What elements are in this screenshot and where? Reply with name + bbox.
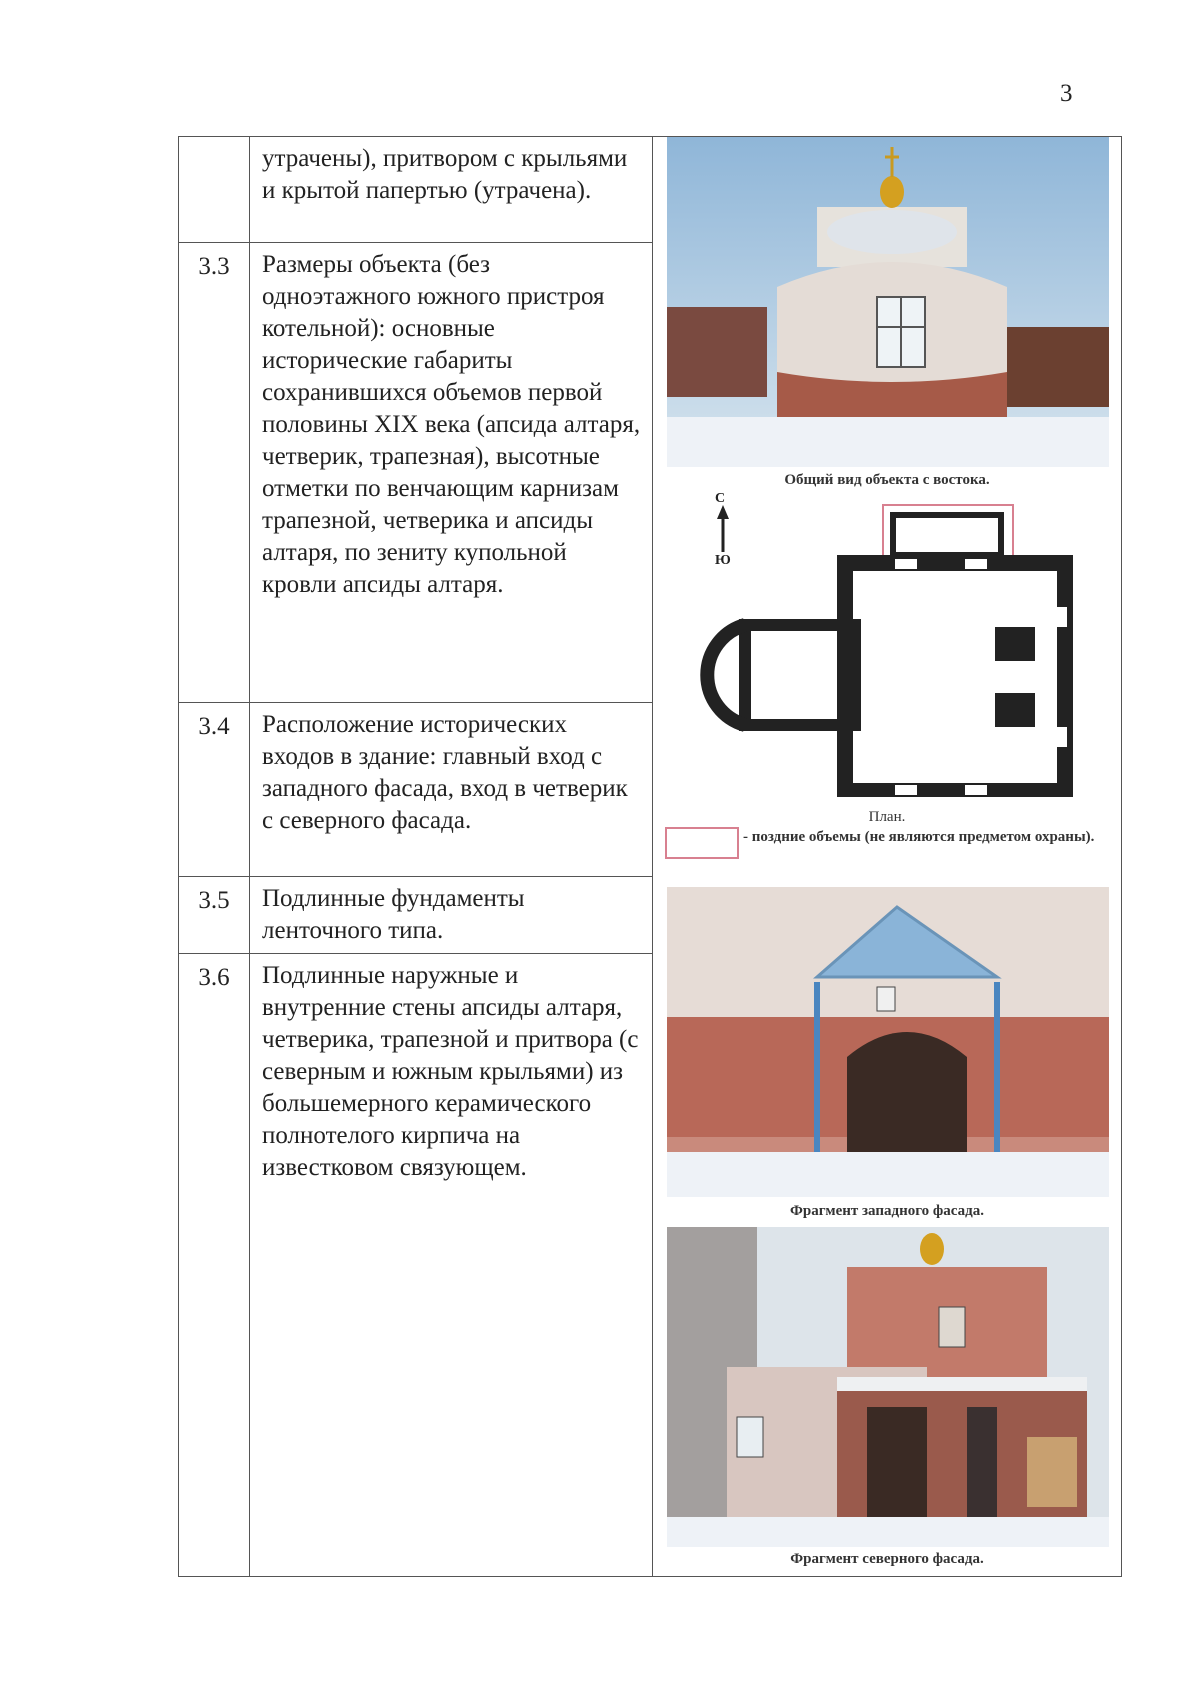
- west-facade-caption: Фрагмент западного фасада.: [790, 1203, 984, 1219]
- east-view-caption: Общий вид объекта с востока.: [784, 472, 990, 488]
- row-number: 3.5: [179, 877, 250, 954]
- north-facade-photo: [667, 1227, 1109, 1547]
- legend-text: - поздние объемы (не являются предметом охраны).: [743, 829, 1095, 845]
- row-text: Подлинные фундаменты ленточного типа.: [250, 877, 653, 954]
- row-number: 3.4: [179, 703, 250, 877]
- compass-arrow-icon: [717, 505, 729, 552]
- floor-plan: [665, 491, 1111, 797]
- west-facade-photo: [667, 887, 1109, 1197]
- plan-caption: План.: [868, 809, 906, 825]
- table-row: [179, 137, 1122, 243]
- protection-subject-table: [178, 136, 1122, 1577]
- row-text: Подлинные наружные и внутренние стены апсиды алтаря, четверика, трапезной и притвора (с северным и южным крыльями) из большемерного керамического полнотелого кирпича на известковом связующем.: [250, 954, 653, 1577]
- illustrations-cell: [653, 137, 1122, 1577]
- legend-swatch: [665, 827, 739, 859]
- north-facade-caption: Фрагмент северного фасада.: [790, 1551, 984, 1567]
- row-text: Расположение исторических входов в здание: главный вход с западного фасада, вход в четверик с северного фасада.: [250, 703, 653, 877]
- row-number: 3.6: [179, 954, 250, 1577]
- page-number: 3: [1060, 80, 1073, 107]
- row-number: 3.3: [179, 243, 250, 703]
- east-view-photo: [667, 137, 1109, 467]
- row-text: утрачены), притвором с крыльями и крытой папертью (утрачена).: [250, 137, 653, 243]
- row-number: [179, 137, 250, 243]
- compass-south-label: Ю: [715, 553, 731, 568]
- row-text: Размеры объекта (без одноэтажного южного пристроя котельной): основные исторические габариты сохранившихся объемов первой половины XIX века (апсида алтаря, четверик, трапезная), высотные отметки по венчающим карнизам трапезной, четверика и апсиды алтаря, по зениту купольной кровли апсиды алтаря.: [250, 243, 653, 703]
- compass-north-label: С: [715, 491, 726, 506]
